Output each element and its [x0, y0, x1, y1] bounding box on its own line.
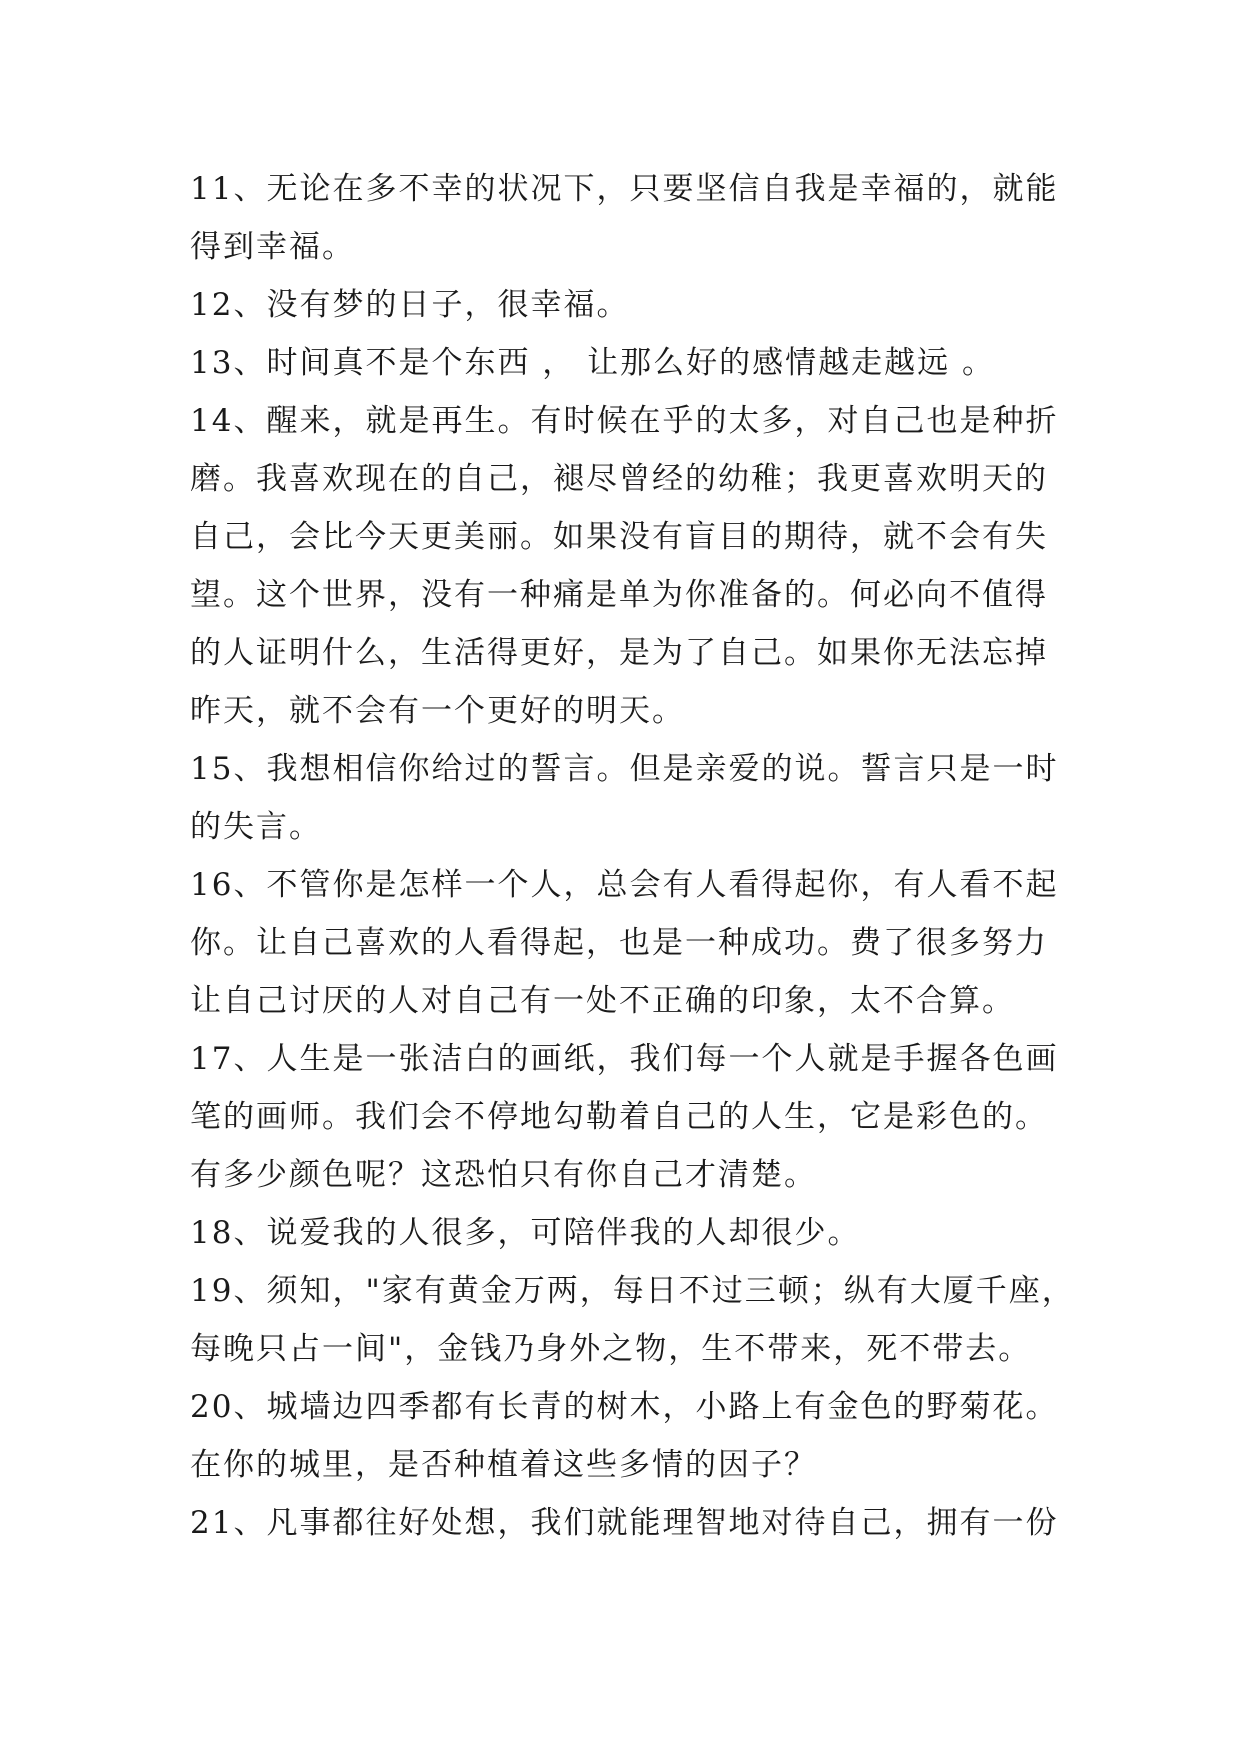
text-line: 16、不管你是怎样一个人，总会有人看得起你，有人看不起	[190, 867, 1059, 903]
text-line: 21、凡事都往好处想，我们就能理智地对待自己，拥有一份	[190, 1505, 1059, 1541]
text-line: 18、说爱我的人很多，可陪伴我的人却很少。	[190, 1215, 861, 1251]
paragraph-19	[190, 1262, 1080, 1378]
text-line: 昨天，就不会有一个更好的明天。	[190, 693, 685, 729]
paragraph-12	[190, 276, 1080, 334]
paragraph-17	[190, 1030, 1080, 1204]
text-line: 11、无论在多不幸的状况下，只要坚信自我是幸福的，就能	[190, 171, 1059, 207]
paragraph-15	[190, 740, 1080, 856]
paragraph-21	[190, 1494, 1080, 1552]
text-line: 19、须知，"家有黄金万两，每日不过三顿；纵有大厦千座，	[190, 1273, 1075, 1309]
text-line: 自己，会比今天更美丽。如果没有盲目的期待，就不会有失	[190, 519, 1048, 555]
paragraph-16	[190, 856, 1080, 1030]
document-body	[190, 160, 1080, 1552]
text-line: 每晚只占一间"，金钱乃身外之物，生不带来，死不带去。	[190, 1331, 1032, 1367]
text-line: 笔的画师。我们会不停地勾勒着自己的人生，它是彩色的。	[190, 1099, 1048, 1135]
text-line: 13、时间真不是个东西 ， 让那么好的感情越走越远 。	[190, 345, 996, 381]
text-line: 得到幸福。	[190, 229, 355, 265]
text-line: 你。让自己喜欢的人看得起，也是一种成功。费了很多努力	[190, 925, 1048, 961]
paragraph-13	[190, 334, 1080, 392]
paragraph-14	[190, 392, 1080, 740]
text-line: 17、人生是一张洁白的画纸，我们每一个人就是手握各色画	[190, 1041, 1059, 1077]
text-line: 14、醒来，就是再生。有时候在乎的太多，对自己也是种折	[190, 403, 1059, 439]
text-line: 在你的城里，是否种植着这些多情的因子？	[190, 1447, 817, 1483]
paragraph-20	[190, 1378, 1080, 1494]
text-line: 15、我想相信你给过的誓言。但是亲爱的说。誓言只是一时	[190, 751, 1059, 787]
text-line: 磨。我喜欢现在的自己，褪尽曾经的幼稚；我更喜欢明天的	[190, 461, 1048, 497]
text-line: 20、城墙边四季都有长青的树木，小路上有金色的野菊花。	[190, 1389, 1059, 1425]
text-line: 12、没有梦的日子，很幸福。	[190, 287, 630, 323]
paragraph-18	[190, 1204, 1080, 1262]
text-line: 的失言。	[190, 809, 322, 845]
paragraph-11	[190, 160, 1080, 276]
text-line: 的人证明什么，生活得更好，是为了自己。如果你无法忘掉	[190, 635, 1048, 671]
text-line: 望。这个世界，没有一种痛是单为你准备的。何必向不值得	[190, 577, 1048, 613]
text-line: 有多少颜色呢？这恐怕只有你自己才清楚。	[190, 1157, 817, 1193]
text-line: 让自己讨厌的人对自己有一处不正确的印象，太不合算。	[190, 983, 1015, 1019]
